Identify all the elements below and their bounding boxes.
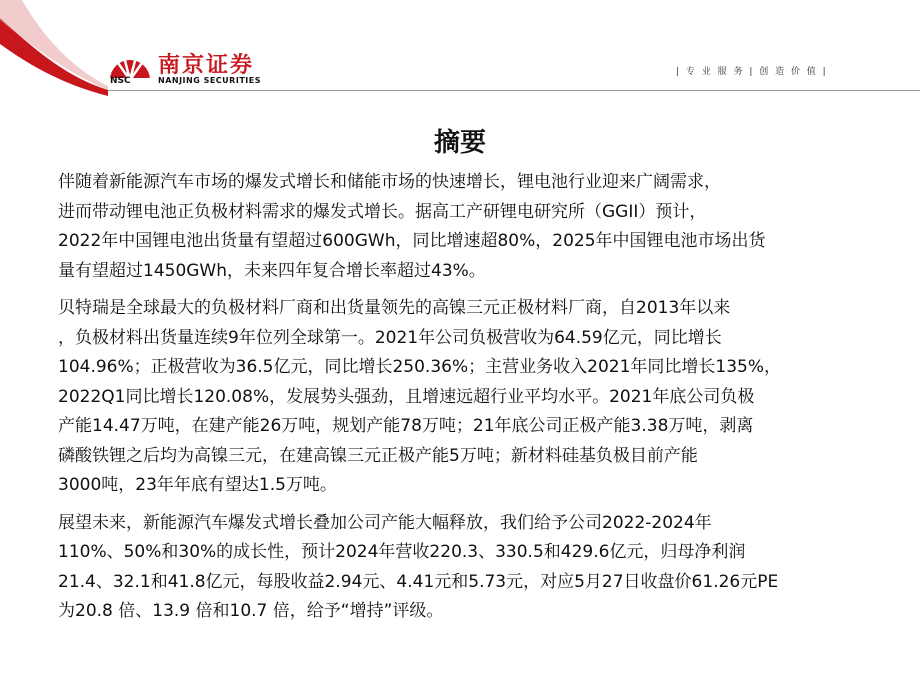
- paragraph-outlook: [58, 509, 870, 627]
- header-slogan: | 专 业 服 务 | 创 造 价 值 |: [676, 67, 828, 77]
- logo-name-cn: 南京证券: [158, 53, 255, 78]
- text-line: ，负极材料出货量连续9年位列全球第一。2021年公司负极营收为64.59亿元，同比增长: [58, 327, 722, 348]
- logo-abbr: NSC: [110, 76, 131, 86]
- page-title: 摘要: [433, 128, 486, 158]
- text-line: 110%、50%和30%的成长性，预计2024年营收220.3、330.5和429.6亿元，归母净利润: [58, 542, 746, 562]
- text-line: 展望未来，新能源汽车爆发式增长叠加公司产能大幅释放，我们给予公司2022-2024年: [58, 512, 712, 533]
- text-line: 磷酸铁锂之后均为高镍三元，在建高镍三元正极产能5万吨；新材料硅基负极目前产能: [58, 445, 698, 466]
- paragraph-company: [58, 294, 870, 501]
- text-line: 进而带动锂电池正负极材料需求的爆发式增长。据高工产研锂电研究所（GGII）预计，: [58, 201, 707, 222]
- text-line: 为20.8 倍、13.9 倍和10.7 倍，给予“增持”评级。: [58, 601, 444, 621]
- text-line: 产能14.47万吨，在建产能26万吨，规划产能78万吨；21年底公司正极产能3.38万吨，剥离: [58, 416, 754, 436]
- text-line: 伴随着新能源汽车市场的爆发式增长和储能市场的快速增长，锂电池行业迎来广阔需求，: [58, 172, 721, 192]
- logo-name-en: NANJING SECURITIES: [158, 76, 261, 85]
- text-line: 104.96%；正极营收为36.5亿元，同比增长250.36%；主营业务收入2021年同比增长135%，: [58, 357, 781, 377]
- text-line: 3000吨，23年年底有望达1.5万吨。: [58, 475, 337, 495]
- paragraph-market: [58, 168, 870, 286]
- text-line: 贝特瑞是全球最大的负极材料厂商和出货量领先的高镍三元正极材料厂商，自2013年以来: [58, 298, 731, 318]
- text-line: 2022年中国锂电池出货量有望超过600GWh，同比增速超80%，2025年中国锂电池市场出货: [58, 231, 766, 251]
- text-line: 量有望超过1450GWh，未来四年复合增长率超过43%。: [58, 260, 486, 281]
- company-logo: [106, 46, 266, 90]
- header-divider: [108, 90, 920, 91]
- text-line: 21.4、32.1和41.8亿元，每股收益2.94元、4.41元和5.73元，对应5月27日收盘价61.26元PE: [58, 571, 779, 592]
- text-line: 2022Q1同比增长120.08%，发展势头强劲，且增速远超行业平均水平。2021年底公司负极: [58, 386, 755, 407]
- summary-body: [58, 168, 870, 635]
- page-header: [0, 0, 920, 110]
